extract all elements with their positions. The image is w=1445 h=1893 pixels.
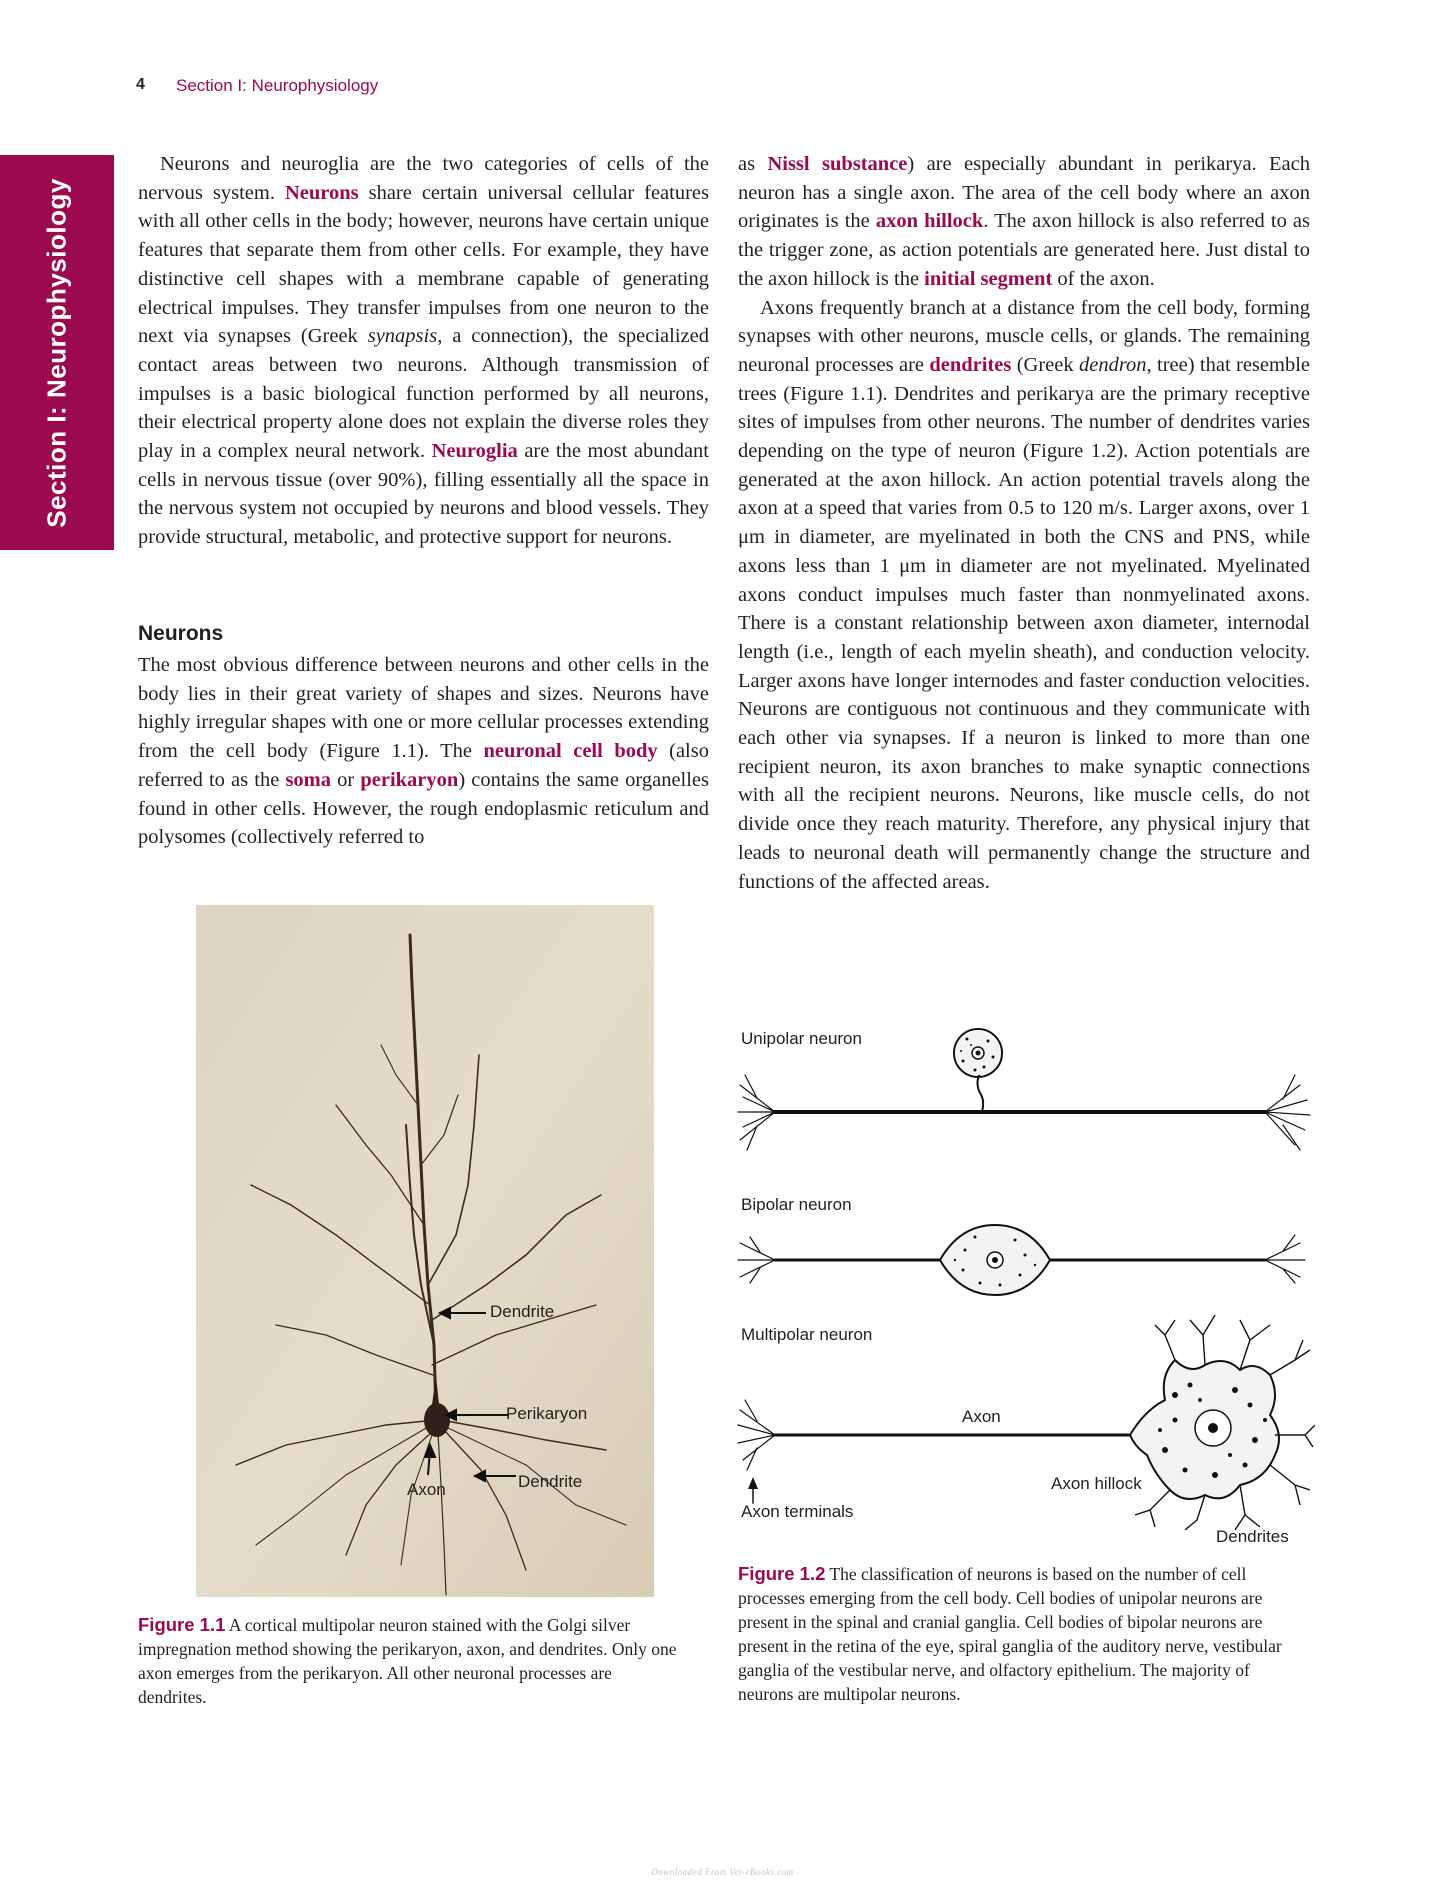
- page-number: 4: [136, 76, 145, 93]
- caption-text: A cortical multipolar neuron stained with the Golgi silver impregnation method showing the perikaryon, axon, and dendrites. Only one axon emerges from the perikaryon. All other neuronal processes are dendrites.: [138, 1615, 677, 1707]
- label-dendrite-bottom: Dendrite: [518, 1472, 583, 1491]
- figure-label: Figure 1.2: [738, 1563, 826, 1584]
- caption-text: The classification of neurons is based on the number of cell processes emerging from the cell body. Cell bodies of unipolar neurons are present in the spinal and cranial ganglia. Cell bodies of bipolar neurons are present in the retina of the eye, spiral ganglia of the auditory nerve, vestibular ganglia of the vestibular nerve, and olfactory epithelium. The majority of neurons are multipolar neurons.: [738, 1564, 1282, 1704]
- running-header: Section I: Neurophysiology: [176, 76, 379, 95]
- right-column: [738, 150, 1310, 896]
- paragraph: The most obvious difference between neurons and other cells in the body lies in their great variety of shapes and sizes. Neurons have highly irregular shapes with one or more cellular processes extending from the cell body (Figure 1.1). The neuronal cell body (also referred to as the soma or perikaryon) contains the same organelles found in other cells. However, the rough endoplasmic reticulum and polysomes (collectively referred to: [138, 654, 710, 849]
- keyword-nissl-substance: Nissl substance: [767, 153, 908, 175]
- keyword-initial-segment: initial segment: [924, 267, 1053, 290]
- figure-label: Figure 1.1: [138, 1614, 226, 1635]
- left-column-neurons: [138, 651, 709, 852]
- term-synapsis: synapsis: [367, 325, 438, 348]
- keyword-dendrites: dendrites: [929, 353, 1012, 376]
- label-axon-hillock: Axon hillock: [1051, 1474, 1142, 1493]
- left-column-intro: [138, 150, 709, 552]
- paragraph: as Nissl substance) are especially abundant in perikarya. Each neuron has a single axon. The area of the cell body where an axon originates is the axon hillock. The axon hillock is also referred to as the trigger zone, as action potentials are generated here. Just distal to the axon hillock is the initial segment of the axon.: [738, 153, 1311, 290]
- label-dendrites-fig2: Dendrites: [1216, 1527, 1289, 1546]
- label-multipolar-neuron: Multipolar neuron: [741, 1325, 873, 1344]
- paragraph: Axons frequently branch at a distance from the cell body, forming synapses with other neurons, muscle cells, or glands. The remaining neuronal processes are dendrites (Greek dendron, tree) that resemble trees (Figure 1.1). Dendrites and perikarya are the primary receptive sites of impulses from other neurons. The number of dendrites varies depending on the type of neuron (Figure 1.2). Action potentials are generated at the axon hillock. An action potential travels along the axon at a speed that varies from 0.5 to 120 m/s. Larger axons, over 1 μm in diameter, are myelinated in both the CNS and PNS, while axons less than 1 μm in diameter are not myelinated. Myelinated axons conduct impulses much faster than nonmyelinated axons. There is a constant relationship between axon diameter, internodal length (i.e., length of each myelin sheath), and conduction velocity. Larger axons have longer internodes and faster conduction velocities. Neurons are contiguous not continuous and they communicate with each other via synapses. If a neuron is linked to more than one recipient neuron, its axon branches to make synaptic connections with all the recipient neurons. Neurons, like muscle cells, do not divide once they reach maturity. Therefore, any physical injury that leads to neuronal death will permanently change the structure and functions of the affected areas.: [738, 296, 1310, 893]
- keyword-perikaryon: perikaryon: [360, 768, 459, 791]
- figure-1-2-caption: [738, 1562, 1308, 1706]
- label-unipolar-neuron: Unipolar neuron: [741, 1029, 862, 1048]
- section-heading: Neurons: [138, 622, 224, 645]
- figure-1-1-caption: [138, 1613, 683, 1709]
- watermark-footer: Downloaded From Vet-eBooks.com: [651, 1867, 794, 1877]
- label-axon-fig2: Axon: [962, 1407, 1001, 1426]
- keyword-neuronal-cell-body: neuronal cell body: [483, 740, 658, 763]
- label-axon-terminals: Axon terminals: [741, 1502, 854, 1521]
- label-bipolar-neuron: Bipolar neuron: [741, 1195, 852, 1214]
- side-tab-label: Section I: Neurophysiology: [41, 177, 72, 528]
- paragraph: Neurons and neuroglia are the two categories of cells of the nervous system. Neurons share certain universal cellular features with all other cells in the body; however, neurons have certain unique features that separate them from other cells. For example, they have distinctive cell shapes with a membrane capable of generating electrical impulses. They transfer impulses from one neuron to the next via synapses (Greek synapsis, a connection), the specialized contact areas between two neurons. Although transmission of impulses is a basic biological function performed by all neurons, their electrical property alone does not explain the diverse roles they play in a complex neural network. Neuroglia are the most abundant cells in nervous tissue (over 90%), filling essentially all the space in the nervous system not occupied by neurons and blood vessels. They provide structural, metabolic, and protective support for neurons.: [138, 153, 709, 549]
- keyword-axon-hillock: axon hillock: [875, 210, 984, 233]
- label-dendrite-top: Dendrite: [490, 1302, 555, 1321]
- keyword-neuroglia: Neuroglia: [431, 440, 518, 463]
- term-dendron: dendron: [1078, 353, 1147, 376]
- keyword-neurons: Neurons: [284, 181, 359, 204]
- neuron-classification-diagram: [735, 1015, 1315, 1545]
- label-perikaryon: Perikaryon: [506, 1404, 588, 1423]
- section-side-tab: [0, 155, 114, 550]
- label-axon: Axon: [407, 1480, 446, 1499]
- keyword-soma: soma: [285, 768, 332, 791]
